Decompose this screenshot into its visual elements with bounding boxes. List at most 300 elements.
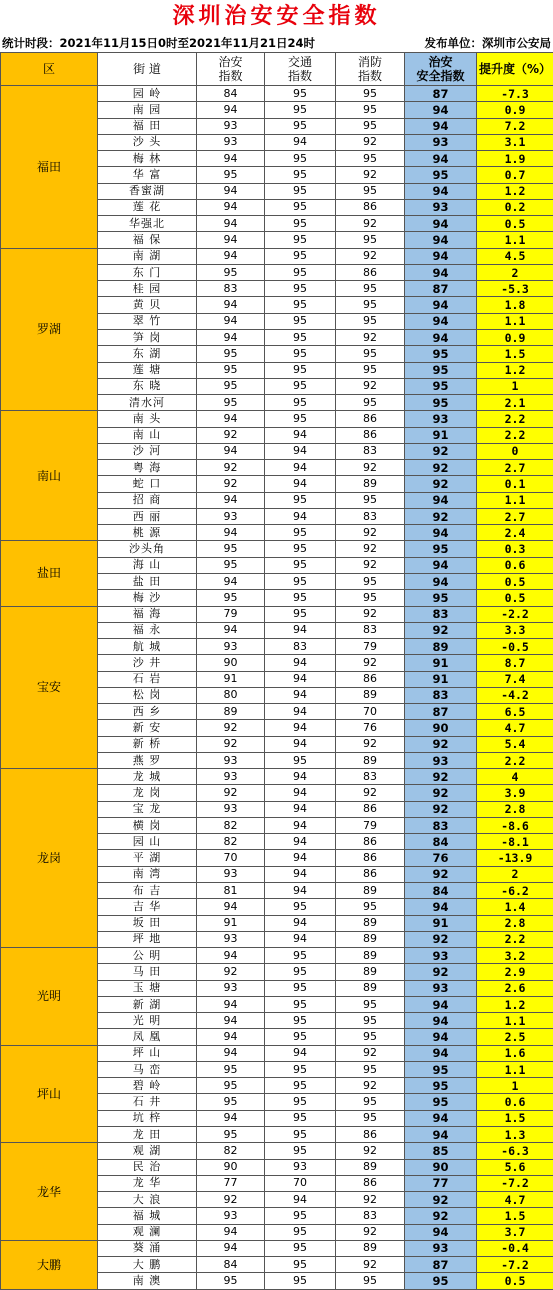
security-index-cell: 93 — [197, 931, 265, 947]
improvement-cell: 0.5 — [477, 216, 553, 232]
street-cell: 南 山 — [98, 427, 197, 443]
traffic-index-cell: 95 — [265, 1240, 336, 1256]
page-title: 深圳治安安全指数 — [0, 0, 553, 34]
security-index-cell: 81 — [197, 883, 265, 899]
traffic-index-cell: 94 — [265, 817, 336, 833]
security-index-cell: 94 — [197, 622, 265, 638]
street-cell: 福 永 — [98, 622, 197, 638]
fire-index-cell: 76 — [336, 720, 405, 736]
table-row — [1, 769, 553, 785]
security-index-cell: 95 — [197, 557, 265, 573]
security-index-cell: 82 — [197, 817, 265, 833]
security-index-cell: 94 — [197, 1013, 265, 1029]
safety-index-table — [0, 52, 553, 1290]
fire-index-cell: 79 — [336, 639, 405, 655]
fire-index-cell: 83 — [336, 443, 405, 459]
security-index-cell: 94 — [197, 411, 265, 427]
traffic-index-cell: 94 — [265, 931, 336, 947]
safety-index-cell: 94 — [405, 1029, 477, 1045]
street-cell: 布 吉 — [98, 883, 197, 899]
improvement-cell: -4.2 — [477, 687, 553, 703]
street-cell: 观 湖 — [98, 1143, 197, 1159]
fire-index-cell: 89 — [336, 476, 405, 492]
street-cell: 吉 华 — [98, 899, 197, 915]
safety-index-cell: 94 — [405, 557, 477, 573]
safety-index-cell: 92 — [405, 508, 477, 524]
street-cell: 平 湖 — [98, 850, 197, 866]
safety-index-cell: 87 — [405, 86, 477, 102]
fire-index-cell: 92 — [336, 736, 405, 752]
improvement-cell: 1.5 — [477, 346, 553, 362]
traffic-index-cell: 94 — [265, 801, 336, 817]
safety-index-cell: 94 — [405, 1013, 477, 1029]
street-cell: 石 井 — [98, 1094, 197, 1110]
security-index-cell: 92 — [197, 1192, 265, 1208]
security-index-cell: 94 — [197, 1240, 265, 1256]
improvement-cell: -8.6 — [477, 817, 553, 833]
improvement-cell: 1.5 — [477, 1208, 553, 1224]
street-cell: 华 富 — [98, 167, 197, 183]
improvement-cell: 0.6 — [477, 1094, 553, 1110]
security-index-cell: 95 — [197, 1127, 265, 1143]
fire-index-cell: 89 — [336, 931, 405, 947]
improvement-cell: 1.8 — [477, 297, 553, 313]
traffic-index-cell: 70 — [265, 1175, 336, 1191]
security-index-cell: 92 — [197, 476, 265, 492]
traffic-index-cell: 94 — [265, 427, 336, 443]
traffic-index-cell: 94 — [265, 476, 336, 492]
street-cell: 松 岗 — [98, 687, 197, 703]
street-cell: 园 岭 — [98, 86, 197, 102]
fire-index-cell: 86 — [336, 801, 405, 817]
improvement-cell: 3.9 — [477, 785, 553, 801]
district-cell: 坪山 — [1, 1045, 98, 1143]
street-cell: 坪 山 — [98, 1045, 197, 1061]
fire-index-cell: 95 — [336, 346, 405, 362]
traffic-index-cell: 94 — [265, 655, 336, 671]
traffic-index-cell: 95 — [265, 996, 336, 1012]
street-cell: 碧 岭 — [98, 1078, 197, 1094]
street-cell: 宝 龙 — [98, 801, 197, 817]
security-index-cell: 94 — [197, 216, 265, 232]
safety-index-cell: 93 — [405, 199, 477, 215]
traffic-index-cell: 95 — [265, 411, 336, 427]
safety-index-cell: 94 — [405, 264, 477, 280]
security-index-cell: 94 — [197, 232, 265, 248]
street-cell: 东 湖 — [98, 346, 197, 362]
security-index-cell: 95 — [197, 395, 265, 411]
security-index-cell: 89 — [197, 704, 265, 720]
safety-index-cell: 94 — [405, 297, 477, 313]
improvement-cell: 2 — [477, 264, 553, 280]
security-index-cell: 95 — [197, 264, 265, 280]
traffic-index-cell: 95 — [265, 313, 336, 329]
fire-index-cell: 92 — [336, 1257, 405, 1273]
fire-index-cell: 92 — [336, 525, 405, 541]
security-index-cell: 80 — [197, 687, 265, 703]
table-row — [1, 606, 553, 622]
security-index-cell: 95 — [197, 346, 265, 362]
traffic-index-cell: 95 — [265, 606, 336, 622]
security-index-cell: 90 — [197, 655, 265, 671]
street-cell: 园 山 — [98, 834, 197, 850]
fire-index-cell: 92 — [336, 460, 405, 476]
safety-index-cell: 95 — [405, 167, 477, 183]
improvement-cell: 1.1 — [477, 1061, 553, 1077]
fire-index-cell: 83 — [336, 508, 405, 524]
improvement-cell: 2.9 — [477, 964, 553, 980]
fire-index-cell: 92 — [336, 1143, 405, 1159]
safety-index-cell: 90 — [405, 720, 477, 736]
security-index-cell: 95 — [197, 1273, 265, 1289]
fire-index-cell: 95 — [336, 313, 405, 329]
street-cell: 东 门 — [98, 264, 197, 280]
improvement-cell: -7.2 — [477, 1257, 553, 1273]
traffic-index-cell: 95 — [265, 573, 336, 589]
col-header-traffic: 交通 指数 — [265, 53, 336, 86]
safety-index-cell: 93 — [405, 948, 477, 964]
security-index-cell: 94 — [197, 443, 265, 459]
street-cell: 坂 田 — [98, 915, 197, 931]
safety-index-cell: 94 — [405, 216, 477, 232]
traffic-index-cell: 95 — [265, 1127, 336, 1143]
fire-index-cell: 95 — [336, 573, 405, 589]
improvement-cell: 6.5 — [477, 704, 553, 720]
fire-index-cell: 89 — [336, 752, 405, 768]
fire-index-cell: 70 — [336, 704, 405, 720]
district-cell: 大鹏 — [1, 1240, 98, 1289]
street-cell: 桂 园 — [98, 281, 197, 297]
safety-index-cell: 85 — [405, 1143, 477, 1159]
security-index-cell: 94 — [197, 102, 265, 118]
street-cell: 葵 涌 — [98, 1240, 197, 1256]
table-row — [1, 948, 553, 964]
fire-index-cell: 92 — [336, 557, 405, 573]
traffic-index-cell: 94 — [265, 508, 336, 524]
safety-index-cell: 95 — [405, 1078, 477, 1094]
improvement-cell: -8.1 — [477, 834, 553, 850]
improvement-cell: 2.1 — [477, 395, 553, 411]
security-index-cell: 94 — [197, 525, 265, 541]
traffic-index-cell: 95 — [265, 1143, 336, 1159]
safety-index-cell: 92 — [405, 1192, 477, 1208]
col-header-fire: 消防 指数 — [336, 53, 405, 86]
traffic-index-cell: 94 — [265, 134, 336, 150]
street-cell: 龙 田 — [98, 1127, 197, 1143]
traffic-index-cell: 94 — [265, 834, 336, 850]
street-cell: 大 浪 — [98, 1192, 197, 1208]
improvement-cell: 3.7 — [477, 1224, 553, 1240]
street-cell: 福 海 — [98, 606, 197, 622]
fire-index-cell: 95 — [336, 151, 405, 167]
fire-index-cell: 95 — [336, 362, 405, 378]
improvement-cell: 1.2 — [477, 362, 553, 378]
improvement-cell: -2.2 — [477, 606, 553, 622]
street-cell: 航 城 — [98, 639, 197, 655]
street-cell: 西 乡 — [98, 704, 197, 720]
improvement-cell: 0.3 — [477, 541, 553, 557]
safety-index-cell: 94 — [405, 118, 477, 134]
safety-index-cell: 95 — [405, 541, 477, 557]
safety-index-cell: 92 — [405, 785, 477, 801]
street-cell: 福 保 — [98, 232, 197, 248]
traffic-index-cell: 94 — [265, 915, 336, 931]
traffic-index-cell: 95 — [265, 183, 336, 199]
safety-index-cell: 92 — [405, 866, 477, 882]
traffic-index-cell: 95 — [265, 1110, 336, 1126]
security-index-cell: 95 — [197, 541, 265, 557]
security-index-cell: 91 — [197, 671, 265, 687]
street-cell: 南 园 — [98, 102, 197, 118]
fire-index-cell: 89 — [336, 948, 405, 964]
fire-index-cell: 95 — [336, 102, 405, 118]
traffic-index-cell: 95 — [265, 752, 336, 768]
fire-index-cell: 89 — [336, 1159, 405, 1175]
traffic-index-cell: 94 — [265, 866, 336, 882]
fire-index-cell: 83 — [336, 1208, 405, 1224]
street-cell: 福 田 — [98, 118, 197, 134]
security-index-cell: 92 — [197, 460, 265, 476]
fire-index-cell: 92 — [336, 167, 405, 183]
improvement-cell: 3.3 — [477, 622, 553, 638]
traffic-index-cell: 94 — [265, 460, 336, 476]
improvement-cell: -0.4 — [477, 1240, 553, 1256]
improvement-cell: 1.2 — [477, 183, 553, 199]
security-index-cell: 95 — [197, 1078, 265, 1094]
street-cell: 盐 田 — [98, 573, 197, 589]
district-cell: 福田 — [1, 86, 98, 249]
safety-index-cell: 92 — [405, 801, 477, 817]
fire-index-cell: 86 — [336, 834, 405, 850]
safety-index-cell: 93 — [405, 1240, 477, 1256]
fire-index-cell: 92 — [336, 378, 405, 394]
street-cell: 新 桥 — [98, 736, 197, 752]
improvement-cell: 2.6 — [477, 980, 553, 996]
safety-index-cell: 93 — [405, 411, 477, 427]
safety-index-cell: 91 — [405, 915, 477, 931]
street-cell: 莲 花 — [98, 199, 197, 215]
traffic-index-cell: 95 — [265, 980, 336, 996]
street-cell: 清水河 — [98, 395, 197, 411]
traffic-index-cell: 95 — [265, 590, 336, 606]
traffic-index-cell: 95 — [265, 329, 336, 345]
traffic-index-cell: 95 — [265, 281, 336, 297]
fire-index-cell: 95 — [336, 492, 405, 508]
traffic-index-cell: 94 — [265, 883, 336, 899]
security-index-cell: 94 — [197, 573, 265, 589]
street-cell: 燕 罗 — [98, 752, 197, 768]
safety-index-cell: 87 — [405, 1257, 477, 1273]
street-cell: 坑 梓 — [98, 1110, 197, 1126]
improvement-cell: 0.2 — [477, 199, 553, 215]
improvement-cell: 1.1 — [477, 492, 553, 508]
fire-index-cell: 92 — [336, 1045, 405, 1061]
street-cell: 梅 林 — [98, 151, 197, 167]
traffic-index-cell: 95 — [265, 232, 336, 248]
publisher: 发布单位：深圳市公安局 — [425, 34, 552, 52]
improvement-cell: -5.3 — [477, 281, 553, 297]
safety-index-cell: 93 — [405, 752, 477, 768]
improvement-cell: 5.6 — [477, 1159, 553, 1175]
improvement-cell: 8.7 — [477, 655, 553, 671]
traffic-index-cell: 94 — [265, 1045, 336, 1061]
security-index-cell: 94 — [197, 183, 265, 199]
improvement-cell: 1.1 — [477, 1013, 553, 1029]
fire-index-cell: 95 — [336, 996, 405, 1012]
fire-index-cell: 86 — [336, 866, 405, 882]
street-cell: 蛇 口 — [98, 476, 197, 492]
fire-index-cell: 92 — [336, 606, 405, 622]
table-row — [1, 541, 553, 557]
table-row — [1, 1240, 553, 1256]
safety-index-cell: 92 — [405, 931, 477, 947]
safety-index-cell: 95 — [405, 395, 477, 411]
street-cell: 大 鹏 — [98, 1257, 197, 1273]
safety-index-cell: 92 — [405, 964, 477, 980]
statistics-period: 统计时段：2021年11月15日0时至2021年11月21日24时 — [2, 34, 315, 52]
fire-index-cell: 95 — [336, 590, 405, 606]
improvement-cell: 2.7 — [477, 508, 553, 524]
security-index-cell: 94 — [197, 1224, 265, 1240]
fire-index-cell: 95 — [336, 1029, 405, 1045]
safety-index-cell: 94 — [405, 492, 477, 508]
safety-index-cell: 93 — [405, 980, 477, 996]
improvement-cell: 7.4 — [477, 671, 553, 687]
improvement-cell: 2.2 — [477, 752, 553, 768]
fire-index-cell: 95 — [336, 86, 405, 102]
safety-index-cell: 90 — [405, 1159, 477, 1175]
fire-index-cell: 83 — [336, 622, 405, 638]
traffic-index-cell: 95 — [265, 541, 336, 557]
fire-index-cell: 95 — [336, 1110, 405, 1126]
fire-index-cell: 95 — [336, 183, 405, 199]
traffic-index-cell: 95 — [265, 1029, 336, 1045]
street-cell: 坪 地 — [98, 931, 197, 947]
street-cell: 新 安 — [98, 720, 197, 736]
security-index-cell: 93 — [197, 1208, 265, 1224]
safety-index-cell: 94 — [405, 183, 477, 199]
improvement-cell: 0.5 — [477, 1273, 553, 1289]
safety-index-cell: 94 — [405, 1127, 477, 1143]
street-cell: 沙 河 — [98, 443, 197, 459]
improvement-cell: 2.8 — [477, 801, 553, 817]
fire-index-cell: 86 — [336, 850, 405, 866]
district-cell: 光明 — [1, 948, 98, 1046]
improvement-cell: 1 — [477, 378, 553, 394]
safety-index-cell: 94 — [405, 329, 477, 345]
fire-index-cell: 89 — [336, 1240, 405, 1256]
improvement-cell: 0.9 — [477, 102, 553, 118]
security-index-cell: 94 — [197, 248, 265, 264]
street-cell: 南 湖 — [98, 248, 197, 264]
traffic-index-cell: 95 — [265, 899, 336, 915]
security-index-cell: 79 — [197, 606, 265, 622]
fire-index-cell: 86 — [336, 199, 405, 215]
traffic-index-cell: 95 — [265, 362, 336, 378]
improvement-cell: 1.5 — [477, 1110, 553, 1126]
fire-index-cell: 95 — [336, 1013, 405, 1029]
traffic-index-cell: 95 — [265, 1257, 336, 1273]
improvement-cell: 4.7 — [477, 720, 553, 736]
traffic-index-cell: 94 — [265, 687, 336, 703]
security-index-cell: 77 — [197, 1175, 265, 1191]
fire-index-cell: 92 — [336, 329, 405, 345]
street-cell: 南 澳 — [98, 1273, 197, 1289]
security-index-cell: 95 — [197, 167, 265, 183]
safety-index-cell: 94 — [405, 525, 477, 541]
safety-index-cell: 94 — [405, 1110, 477, 1126]
safety-index-cell: 93 — [405, 134, 477, 150]
street-cell: 沙头角 — [98, 541, 197, 557]
street-cell: 龙 城 — [98, 769, 197, 785]
traffic-index-cell: 95 — [265, 167, 336, 183]
street-cell: 福 城 — [98, 1208, 197, 1224]
fire-index-cell: 86 — [336, 264, 405, 280]
fire-index-cell: 92 — [336, 785, 405, 801]
security-index-cell: 93 — [197, 639, 265, 655]
security-index-cell: 83 — [197, 281, 265, 297]
fire-index-cell: 89 — [336, 980, 405, 996]
fire-index-cell: 86 — [336, 427, 405, 443]
improvement-cell: 4 — [477, 769, 553, 785]
street-cell: 粤 海 — [98, 460, 197, 476]
fire-index-cell: 95 — [336, 899, 405, 915]
fire-index-cell: 92 — [336, 1078, 405, 1094]
district-cell: 龙华 — [1, 1143, 98, 1241]
fire-index-cell: 89 — [336, 687, 405, 703]
district-cell: 盐田 — [1, 541, 98, 606]
fire-index-cell: 95 — [336, 232, 405, 248]
safety-index-cell: 94 — [405, 573, 477, 589]
safety-index-cell: 94 — [405, 248, 477, 264]
traffic-index-cell: 93 — [265, 1159, 336, 1175]
traffic-index-cell: 95 — [265, 525, 336, 541]
fire-index-cell: 95 — [336, 118, 405, 134]
safety-index-cell: 84 — [405, 883, 477, 899]
safety-index-cell: 92 — [405, 1208, 477, 1224]
improvement-cell: -6.2 — [477, 883, 553, 899]
col-header-improve: 提升度（%） — [477, 53, 553, 86]
street-cell: 沙 井 — [98, 655, 197, 671]
security-index-cell: 91 — [197, 915, 265, 931]
security-index-cell: 95 — [197, 1061, 265, 1077]
security-index-cell: 95 — [197, 362, 265, 378]
security-index-cell: 90 — [197, 1159, 265, 1175]
street-cell: 横 岗 — [98, 817, 197, 833]
security-index-cell: 92 — [197, 964, 265, 980]
improvement-cell: 0.5 — [477, 573, 553, 589]
improvement-cell: 0.1 — [477, 476, 553, 492]
security-index-cell: 70 — [197, 850, 265, 866]
improvement-cell: 0.7 — [477, 167, 553, 183]
fire-index-cell: 92 — [336, 541, 405, 557]
safety-index-cell: 83 — [405, 687, 477, 703]
col-header-safety: 治安 安全指数 — [405, 53, 477, 86]
traffic-index-cell: 95 — [265, 102, 336, 118]
traffic-index-cell: 95 — [265, 216, 336, 232]
traffic-index-cell: 94 — [265, 769, 336, 785]
safety-index-cell: 89 — [405, 639, 477, 655]
safety-index-cell: 92 — [405, 736, 477, 752]
safety-index-cell: 95 — [405, 590, 477, 606]
improvement-cell: 2.2 — [477, 427, 553, 443]
traffic-index-cell: 94 — [265, 720, 336, 736]
fire-index-cell: 92 — [336, 655, 405, 671]
improvement-cell: 2.4 — [477, 525, 553, 541]
table-header-row — [1, 53, 553, 86]
security-index-cell: 84 — [197, 86, 265, 102]
fire-index-cell: 95 — [336, 281, 405, 297]
